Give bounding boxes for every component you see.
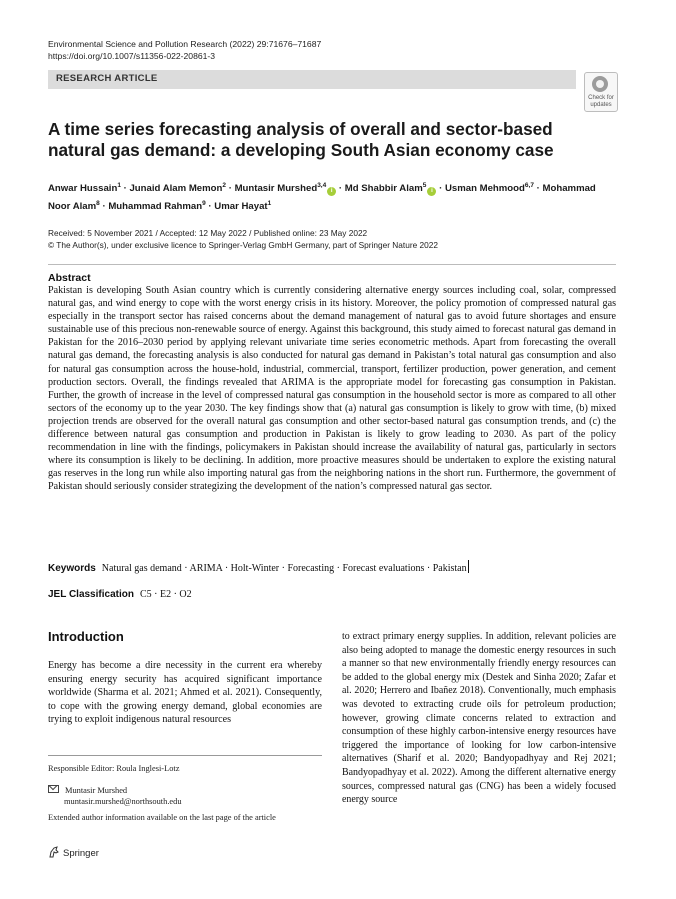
author-name: Md Shabbir Alam	[344, 183, 423, 194]
author[interactable]	[345, 183, 437, 194]
keywords-text: Natural gas demand · ARIMA · Holt-Winter · Forecasting · Forecast evaluations · Pakistan	[101, 563, 467, 574]
publication-dates	[48, 227, 438, 251]
author[interactable]	[108, 201, 205, 212]
check-for-updates-badge[interactable]	[584, 72, 618, 112]
author-separator: ·	[436, 183, 445, 194]
author-separator: ·	[99, 201, 109, 212]
article-type-banner	[48, 70, 576, 89]
keywords-label: Keywords	[48, 563, 96, 574]
author-affiliation: 2	[222, 182, 227, 189]
author-name: Junaid Alam Memon	[129, 183, 223, 194]
author-separator: ·	[533, 183, 543, 194]
article-title: A time series forecasting analysis of overall and sector-based natural gas demand: a developing South Asian economy case	[48, 119, 554, 160]
orcid-icon[interactable]: i	[427, 187, 436, 196]
jel-codes: C5 · E2 · O2	[139, 589, 192, 600]
footnote-divider	[48, 755, 322, 756]
author-separator: ·	[336, 183, 345, 194]
author-name: Anwar Hussain	[48, 183, 118, 194]
orcid-icon[interactable]: i	[327, 187, 336, 196]
article-type-label: RESEARCH ARTICLE	[56, 73, 158, 84]
springer-horse-icon	[48, 846, 60, 858]
author-name: Umar Hayat	[214, 201, 268, 212]
abstract-heading: Abstract	[48, 272, 91, 284]
check-updates-icon	[592, 76, 608, 92]
introduction-left-column: Energy has become a dire necessity in the current era whereby ensuring energy security has acquired significant importance worldwide (Sharma et al. 2021; Ahmed et al. 2021). Consequently, to cope with the growing energy demand, global economies are trying to exploit indigenous natural resources	[48, 660, 322, 726]
author-separator: ·	[226, 183, 235, 194]
badge-line-2: updates	[590, 102, 612, 108]
author-affiliation: 6,7	[524, 182, 534, 189]
mail-icon	[48, 785, 59, 793]
author-affiliation: 5	[422, 182, 427, 189]
author-name: Usman Mehmood	[444, 183, 525, 194]
corresponding-email[interactable]: muntasir.murshed@northsouth.edu	[64, 797, 182, 806]
author[interactable]	[129, 183, 226, 194]
publisher-footer	[48, 846, 99, 859]
author-affiliation: 8	[96, 200, 100, 207]
abstract-divider	[48, 264, 616, 265]
received-accepted-published: Received: 5 November 2021 / Accepted: 12 May 2022 / Published online: 23 May 2022	[48, 228, 368, 238]
author-separator: ·	[120, 183, 130, 194]
extended-author-info: Extended author information available on the last page of the article	[48, 813, 276, 822]
abstract-text: Pakistan is developing South Asian country which is currently considering alternative energy sources including coal, solar, compressed natural gas, and wind energy to cope with the worst energy crisis in its history. Moreover, the policy promotion of compressed natural gas especially in the transport sector has raised concerns about the demand management of natural gas to avoid future shortages and ensure sustainable use of this precious non-renewable source of energy. Against this background, this study aimed to forecast natural gas demand in Pakistan for the 2016–2030 period by applying relevant univariate time series econometric methods. Apart from forecasting the overall natural gas demand, the forecasting analysis is also conducted for natural gas demand in Pakistan’s total natural gas consumption and also for natural gas consumption across the house-hold, industrial, commercial, transport, fertilizer production, power generation, and cement production sectors. Overall, the findings revealed that ARIMA is the appropriate model for forecasting gas consumption in Pakistan. Further, the growth of increase in the level of compressed natural gas consumption in the household sector is more as compared to all other sectors of the economy up to the year 2030. The key findings show that (a) natural gas consumption is likely to grow with time, (b) mixed projection trends are observed for the overall natural gas consumption and other sector-based natural gas consumption trends, and (c) the difference between natural gas consumption and production in Pakistan is likely to grow leading to 2030. As part of the policy recommendation in line with the findings, policymakers in Pakistan should increase the availability of natural gas, particularly in sectors where its consumption is likely to be declining. In addition, more proactive measures should be undertaken to explore the existing natural gas reserves in the long run while also importing natural gas from the neighboring nations in the short run. Furthermore, the government of Pakistan should seriously consider strategizing the development of the nation’s compressed natural gas sector.	[48, 285, 616, 493]
author-affiliation: 9	[202, 200, 206, 207]
author-name: Muhammad Rahman	[108, 201, 203, 212]
introduction-heading: Introduction	[48, 629, 124, 644]
introduction-right-column: to extract primary energy supplies. In addition, relevant policies are also being adopted to manage the domestic energy resources in such a manner so that new environmentally friendly energy resources can be added to the global energy mix (Destek and Sinha 2020; Zafar et al. 2020; Herrero and Ibañez 2018). Conventionally, much emphasis was devoted to extracting crude oils for petroleum production; however, growing climate concerns related to extraction and consumption of these highly carbon-intensive energy resources have triggered the importance of looking for low carbon-intensive alternatives (Sharif et al. 2020; Bandyopadhyay and Rej 2021; Bandyopadhyay et al. 2022). Among the different alternative energy sources, compressed natural gas (CNG) has been a widely focused energy source	[342, 631, 616, 806]
author-affiliation: 1	[117, 182, 121, 189]
keywords-line	[48, 560, 469, 574]
author-name: Muntasir Murshed	[234, 183, 318, 194]
responsible-editor: Responsible Editor: Roula Inglesi-Lotz	[48, 764, 180, 773]
journal-info	[48, 38, 321, 62]
author[interactable]	[48, 183, 121, 194]
publisher-name: Springer	[63, 848, 99, 859]
author-affiliation: 1	[267, 200, 272, 207]
author[interactable]	[235, 183, 337, 194]
author-affiliation: 3,4	[317, 182, 327, 189]
badge-line-1: Check for	[588, 95, 614, 101]
author[interactable]	[445, 183, 534, 194]
doi-link[interactable]: https://doi.org/10.1007/s11356-022-20861-3	[48, 51, 216, 61]
copyright-line: © The Author(s), under exclusive licence to Springer-Verlag GmbH Germany, part of Springer Nature 2022	[48, 240, 438, 250]
corresponding-name: Muntasir Murshed	[65, 786, 128, 795]
author-name: Mohammad Noor Alam	[48, 183, 596, 212]
author-separator: ·	[205, 201, 215, 212]
author-list	[48, 178, 618, 214]
text-cursor	[468, 560, 469, 573]
jel-line	[48, 589, 192, 600]
corresponding-author	[48, 785, 127, 796]
jel-label: JEL Classification	[48, 589, 134, 600]
author[interactable]	[214, 201, 271, 212]
journal-citation: Environmental Science and Pollution Research (2022) 29:71676–71687	[48, 39, 322, 49]
